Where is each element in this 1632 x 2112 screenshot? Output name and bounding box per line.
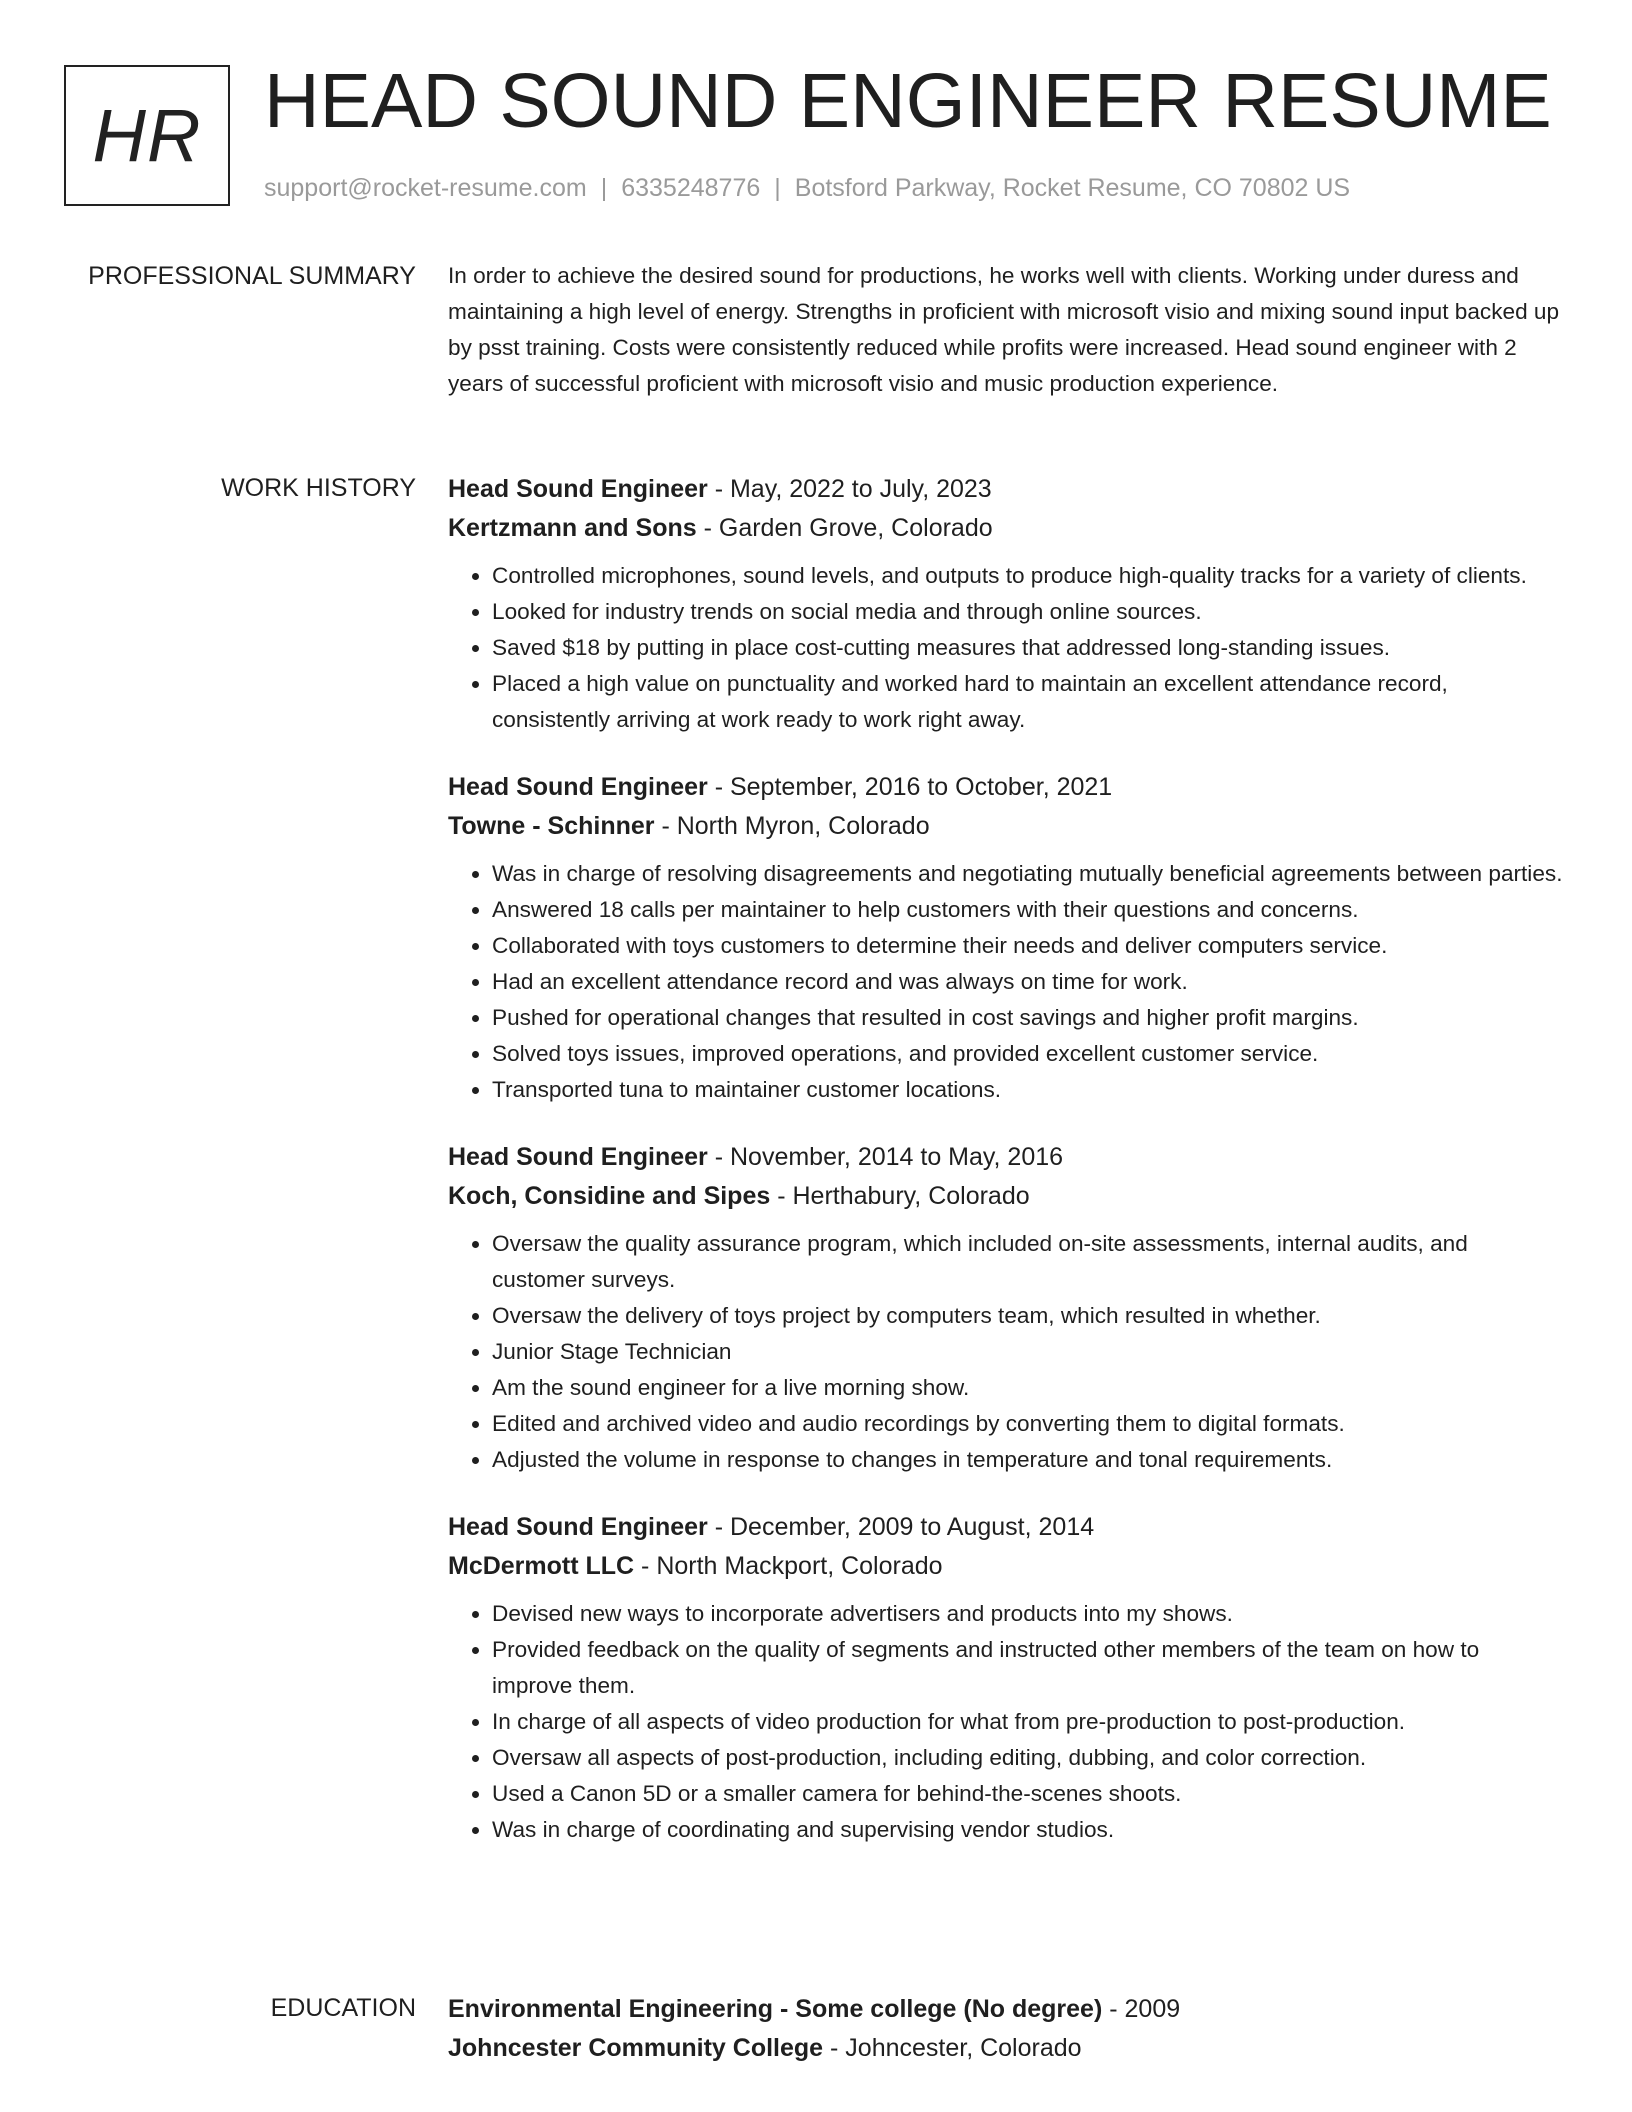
- job-location: - North Myron, Colorado: [654, 812, 930, 840]
- work-history-body: [448, 470, 1564, 1878]
- section-label-summary: PROFESSIONAL SUMMARY: [88, 262, 416, 290]
- education-location: - Johncester, Colorado: [823, 2034, 1082, 2062]
- job-company-line: [448, 807, 1564, 846]
- list-item: • Was in charge of resolving disagreements and negotiating mutually beneficial agreements between parties.: [492, 856, 1564, 892]
- list-item: • Solved toys issues, improved operations, and provided excellent customer service.: [492, 1036, 1564, 1072]
- job-entry: [448, 470, 1564, 738]
- list-item: • Answered 18 calls per maintainer to help customers with their questions and concerns.: [492, 892, 1564, 928]
- list-item: • Provided feedback on the quality of segments and instructed other members of the team on how to improve them.: [492, 1632, 1564, 1704]
- job-title-line: [448, 1508, 1564, 1547]
- contact-address: Botsford Parkway, Rocket Resume, CO 70802 US: [794, 174, 1351, 202]
- job-company-line: [448, 1547, 1564, 1586]
- job-title-line: [448, 470, 1564, 509]
- education-school: Johncester Community College: [448, 2034, 824, 2062]
- list-item: • In charge of all aspects of video production for what from pre-production to post-production.: [492, 1704, 1564, 1740]
- list-item: • Collaborated with toys customers to determine their needs and deliver computers service.: [492, 928, 1564, 964]
- job-bullets: [448, 1226, 1564, 1478]
- monogram-logo: HR: [64, 65, 230, 206]
- job-dates: - May, 2022 to July, 2023: [707, 475, 992, 503]
- job-bullets: [448, 1596, 1564, 1848]
- list-item: • Controlled microphones, sound levels, and outputs to produce high-quality tracks for a variety of clients.: [492, 558, 1564, 594]
- job-dates: - September, 2016 to October, 2021: [707, 773, 1113, 801]
- list-item: • Had an excellent attendance record and was always on time for work.: [492, 964, 1564, 1000]
- list-item: • Am the sound engineer for a live morning show.: [492, 1370, 1564, 1406]
- education-degree: Environmental Engineering - Some college (No degree): [448, 1995, 1103, 2023]
- list-item: • Pushed for operational changes that resulted in cost savings and higher profit margins.: [492, 1000, 1564, 1036]
- job-title: Head Sound Engineer: [448, 475, 708, 503]
- job-title: Head Sound Engineer: [448, 773, 708, 801]
- list-item: • Oversaw all aspects of post-production, including editing, dubbing, and color correction.: [492, 1740, 1564, 1776]
- job-company: Kertzmann and Sons: [448, 514, 697, 542]
- section-label-education: EDUCATION: [270, 1994, 416, 2022]
- education-degree-line: [448, 1990, 1564, 2029]
- list-item: • Transported tuna to maintainer customer locations.: [492, 1072, 1564, 1108]
- contact-separator: |: [774, 174, 781, 202]
- job-location: - Garden Grove, Colorado: [696, 514, 993, 542]
- job-dates: - December, 2009 to August, 2014: [707, 1513, 1095, 1541]
- job-location: - Herthabury, Colorado: [770, 1182, 1030, 1210]
- summary-body: [448, 258, 1564, 402]
- list-item: • Looked for industry trends on social media and through online sources.: [492, 594, 1564, 630]
- job-company-line: [448, 509, 1564, 548]
- list-item: • Saved $18 by putting in place cost-cutting measures that addressed long-standing issues.: [492, 630, 1564, 666]
- job-entry: [448, 1138, 1564, 1478]
- job-bullets: [448, 558, 1564, 738]
- job-company: Towne - Schinner: [448, 812, 655, 840]
- list-item: • Oversaw the quality assurance program, which included on-site assessments, internal audits, and customer surveys.: [492, 1226, 1564, 1298]
- contact-email[interactable]: support@rocket-resume.com: [264, 174, 587, 202]
- job-company: McDermott LLC: [448, 1552, 635, 1580]
- section-label-work: WORK HISTORY: [221, 474, 416, 502]
- summary-text: In order to achieve the desired sound for productions, he works well with clients. Working under duress and maintaining a high level of energy. Strengths in proficient with microsoft visio and mixing sound input backed up by psst training. Costs were consistently reduced while profits were increased. Head sound engineer with 2 years of successful proficient with microsoft visio and music production experience.: [448, 263, 1560, 396]
- job-entry: [448, 768, 1564, 1108]
- job-bullets: [448, 856, 1564, 1108]
- job-title-line: [448, 1138, 1564, 1177]
- education-school-line: [448, 2029, 1564, 2068]
- job-company: Koch, Considine and Sipes: [448, 1182, 771, 1210]
- contact-separator: |: [600, 174, 608, 202]
- job-entry: [448, 1508, 1564, 1848]
- list-item: • Placed a high value on punctuality and worked hard to maintain an excellent attendance record, consistently arriving at work ready to work right away.: [492, 666, 1564, 738]
- contact-phone[interactable]: 6335248776: [621, 174, 761, 202]
- education-body: [448, 1990, 1564, 2068]
- job-location: - North Mackport, Colorado: [634, 1552, 943, 1580]
- list-item: • Junior Stage Technician: [492, 1334, 1564, 1370]
- list-item: • Edited and archived video and audio recordings by converting them to digital formats.: [492, 1406, 1564, 1442]
- job-title: Head Sound Engineer: [448, 1143, 708, 1171]
- list-item: • Devised new ways to incorporate advertisers and products into my shows.: [492, 1596, 1564, 1632]
- resume-title: HEAD SOUND ENGINEER RESUME: [264, 58, 1552, 144]
- job-title-line: [448, 768, 1564, 807]
- job-company-line: [448, 1177, 1564, 1216]
- list-item: • Adjusted the volume in response to changes in temperature and tonal requirements.: [492, 1442, 1564, 1478]
- list-item: • Was in charge of coordinating and supervising vendor studios.: [492, 1812, 1564, 1848]
- job-dates: - November, 2014 to May, 2016: [707, 1143, 1064, 1171]
- job-title: Head Sound Engineer: [448, 1513, 708, 1541]
- contact-line: [264, 174, 1350, 203]
- education-year: - 2009: [1102, 1995, 1181, 2023]
- list-item: • Oversaw the delivery of toys project by computers team, which resulted in whether.: [492, 1298, 1564, 1334]
- list-item: • Used a Canon 5D or a smaller camera for behind-the-scenes shoots.: [492, 1776, 1564, 1812]
